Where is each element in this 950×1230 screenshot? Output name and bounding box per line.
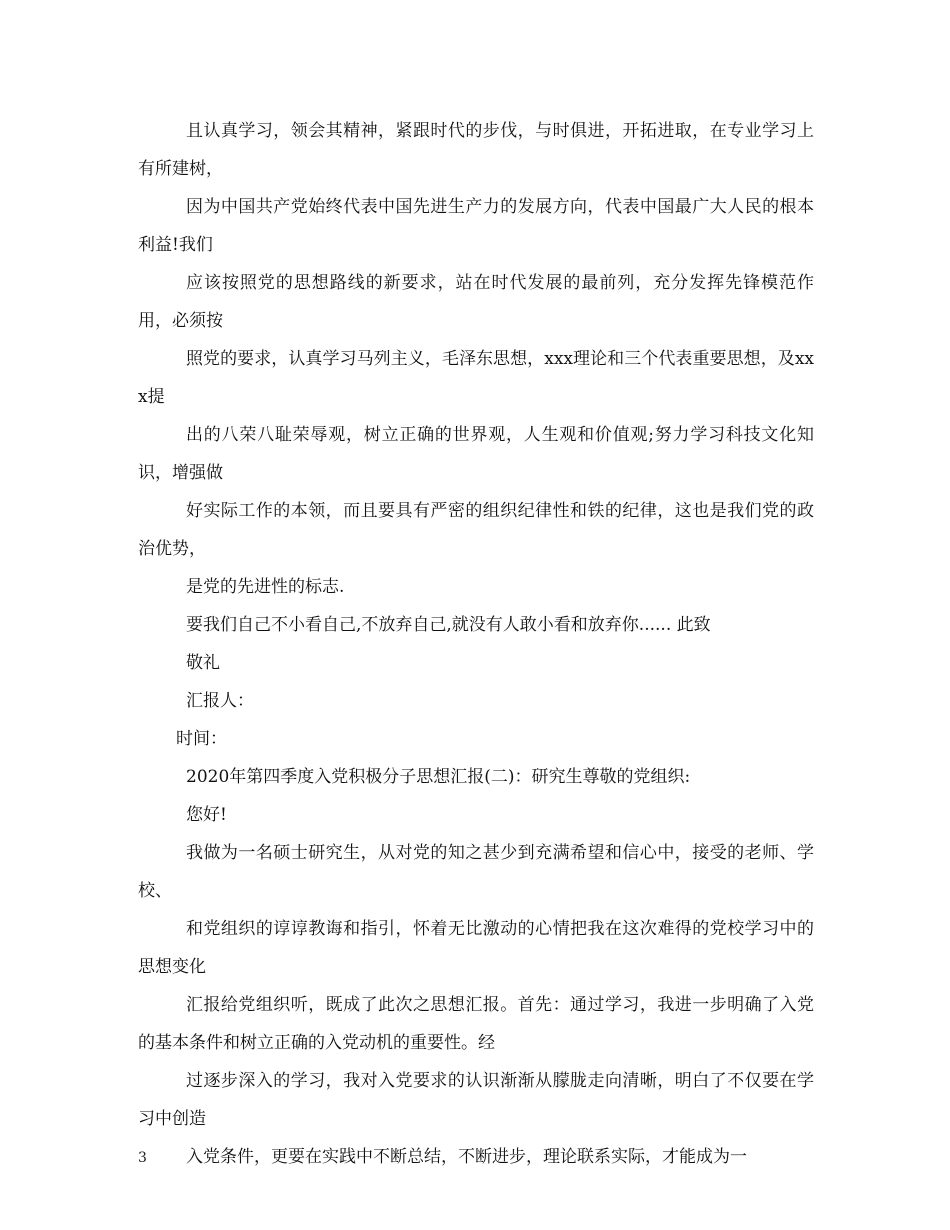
greeting: 您好! bbox=[186, 805, 227, 825]
paragraph-7: 是党的先进性的标志. bbox=[186, 577, 345, 597]
paragraph-15: 和党组织的谆谆教诲和指引，怀着无比激动的心情把我在这次难得的党校学习中的思想变化 bbox=[138, 919, 814, 977]
paragraph-4: 照党的要求，认真学习马列主义，毛泽东思想，xxx理论和三个代表重要思想，及xxx提 bbox=[138, 349, 814, 407]
paragraph-16: 汇报给党组织听，既成了此次之思想汇报。首先：通过学习，我进一步明确了入党的基本条件和树立正确的入党动机的重要性。经 bbox=[138, 995, 814, 1053]
paragraph-14: 我做为一名硕士研究生，从对党的知之甚少到充满希望和信心中，接受的老师、学校、 bbox=[138, 843, 814, 901]
document-body bbox=[138, 112, 814, 1176]
time-label: 时间： bbox=[176, 729, 227, 749]
paragraph-17: 过逐步深入的学习，我对入党要求的认识渐渐从朦胧走向清晰，明白了不仅要在学习中创造 bbox=[138, 1071, 814, 1129]
salutation-regards: 敬礼 bbox=[186, 653, 220, 673]
paragraph-5: 出的八荣八耻荣辱观，树立正确的世界观，人生观和价值观;努力学习科技文化知识，增强做 bbox=[138, 425, 814, 483]
page-number: 3 bbox=[138, 1150, 147, 1166]
report-title-line: 2020年第四季度入党积极分子思想汇报(二)：研究生尊敬的党组织: bbox=[186, 767, 691, 787]
paragraph-8: 要我们自己不小看自己,不放弃自己,就没有人敢小看和放弃你...... 此致 bbox=[186, 615, 711, 635]
paragraph-18: 入党条件，更要在实践中不断总结，不断进步，理论联系实际，才能成为一 bbox=[186, 1147, 747, 1167]
paragraph-6: 好实际工作的本领，而且要具有严密的组织纪律性和铁的纪律，这也是我们党的政治优势， bbox=[138, 501, 814, 559]
paragraph-1: 且认真学习，领会其精神，紧跟时代的步伐，与时俱进，开拓进取，在专业学习上有所建树， bbox=[138, 121, 814, 179]
reporter-label: 汇报人： bbox=[186, 691, 254, 711]
paragraph-3: 应该按照党的思想路线的新要求，站在时代发展的最前列，充分发挥先锋模范作用，必须按 bbox=[138, 273, 814, 331]
paragraph-2: 因为中国共产党始终代表中国先进生产力的发展方向，代表中国最广大人民的根本利益!我们 bbox=[138, 197, 814, 255]
